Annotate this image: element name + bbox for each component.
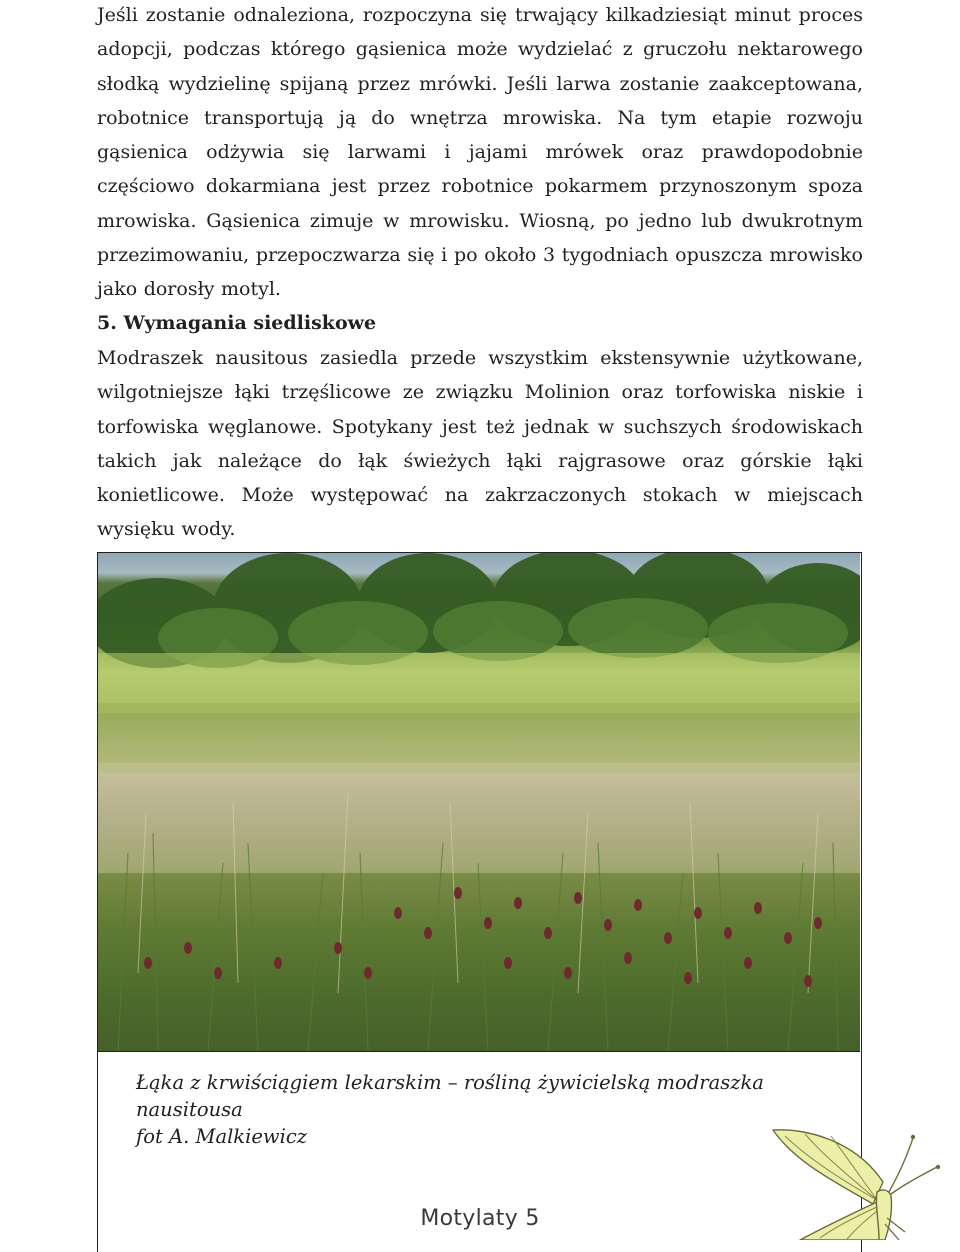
page-footer: Motylaty 5 <box>420 1206 540 1231</box>
figure-caption <box>136 1069 836 1150</box>
meadow-photo <box>98 553 860 1052</box>
section-heading: 5. Wymagania siedliskowe <box>97 312 377 334</box>
body-paragraph-habitat: Modraszek nausitous zasiedla przede wszystkim ekstensywnie użytkowane, wilgotniejsze łąki trzęślicowe ze związku Molinion oraz torfowiska niskie i torfowiska węglanowe. Spotykany jest też jednak w suchszych środowiskach takich jak należące do łąk świeżych łąki rajgrasowe oraz górskie łąki konietlicowe. Może występować na zakrzaczonych stokach w miejscach wysięku wody. <box>97 347 863 541</box>
caption-photo-credit: fot A. Malkiewicz <box>136 1125 308 1148</box>
caption-description: Łąka z krwiściągiem lekarskim – rośliną żywicielską modraszka nausitousa <box>136 1071 764 1121</box>
photo-figure <box>97 552 862 1252</box>
body-paragraph-adoption: Jeśli zostanie odnaleziona, rozpoczyna się trwający kilkadziesiąt minut proces adopcji, podczas którego gąsienica może wydzielać z gruczołu nektarowego słodką wydzielinę spijaną przez mrówki. Jeśli larwa zostanie zaakceptowana, robotnice transportują ją do wnętrza mrowiska. Na tym etapie rozwoju gąsienica odżywia się larwami i jajami mrówek oraz prawdopodobnie częściowo dokarmiana jest przez robotnice pokarmem przynoszonym spoza mrowiska. Gąsienica zimuje w mrowisku. Wiosną, po jedno lub dwukrotnym przezimowaniu, przepoczwarza się i po około 3 tygodniach opuszcza mrowisko jako dorosły motyl. <box>97 4 863 301</box>
meadow-photo-illustration <box>98 553 860 1051</box>
